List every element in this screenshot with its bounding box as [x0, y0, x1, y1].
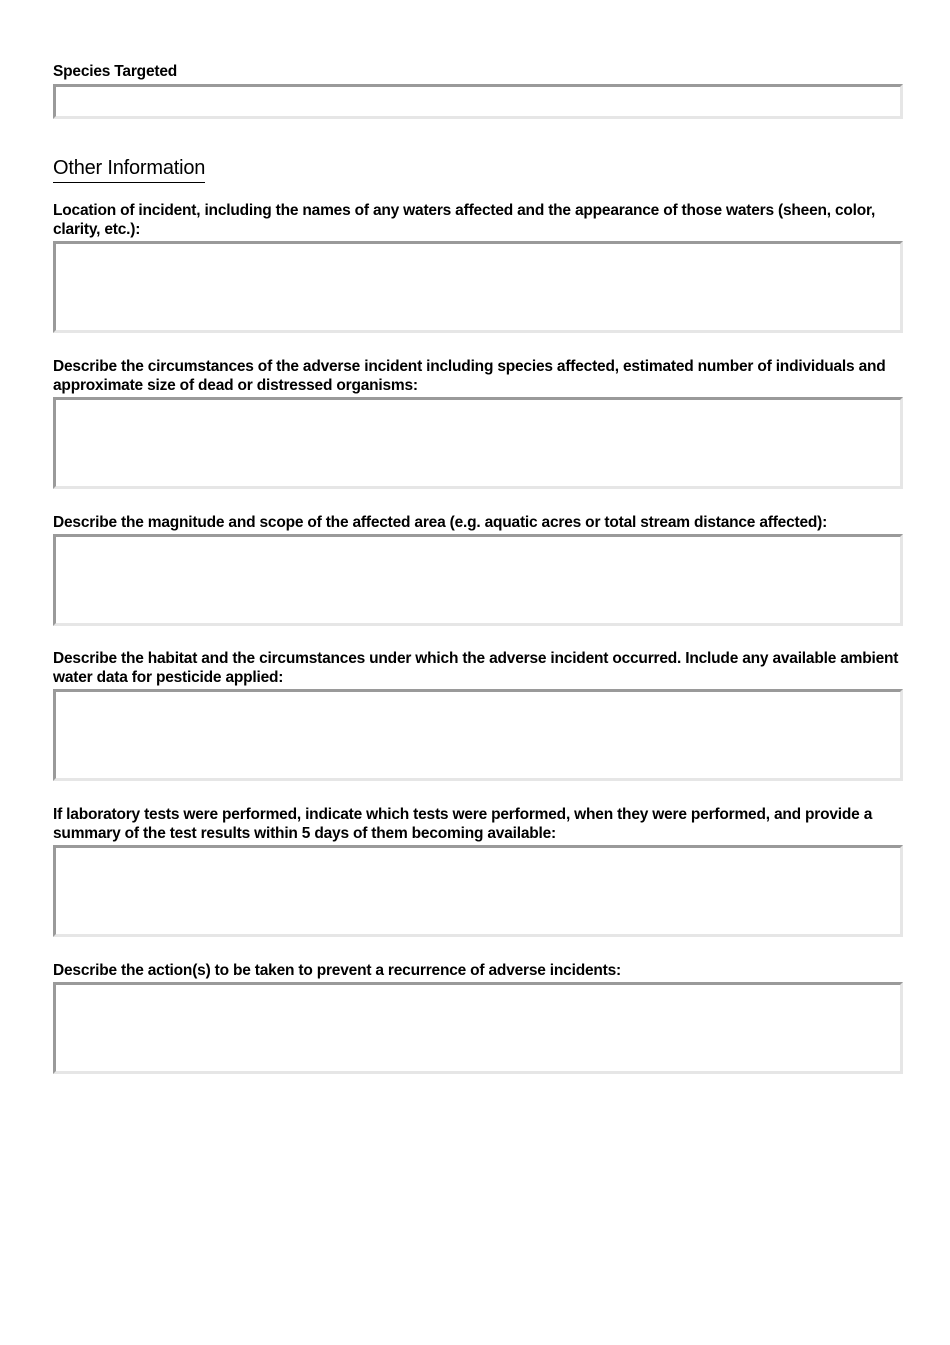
habitat-circumstances-label: Describe the habitat and the circumstances under which the adverse incident occurred. Include any available ambient water data for pesticide applied:: [53, 650, 899, 686]
location-of-incident-textarea[interactable]: [53, 241, 903, 333]
incident-circumstances-textarea[interactable]: [53, 397, 903, 489]
prevention-actions-label: Describe the action(s) to be taken to prevent a recurrence of adverse incidents:: [53, 962, 622, 979]
laboratory-tests-textarea[interactable]: [53, 845, 903, 937]
section-title-other-information: Other Information: [53, 155, 205, 183]
incident-circumstances-label: Describe the circumstances of the adverse incident including species affected, estimated number of individuals and approximate size of dead or distressed organisms:: [53, 358, 886, 394]
prevention-actions-textarea[interactable]: [53, 982, 903, 1074]
laboratory-tests-label: If laboratory tests were performed, indicate which tests were performed, when they were performed, and provide a summary of the test results within 5 days of them becoming available:: [53, 806, 873, 842]
location-of-incident-label: Location of incident, including the names of any waters affected and the appearance of those waters (sheen, color, clarity, etc.):: [53, 202, 876, 238]
affected-area-textarea[interactable]: [53, 534, 903, 626]
species-targeted-input[interactable]: [53, 84, 903, 119]
affected-area-label: Describe the magnitude and scope of the affected area (e.g. aquatic acres or total stream distance affected):: [53, 514, 828, 531]
habitat-circumstances-textarea[interactable]: [53, 689, 903, 781]
species-targeted-label: Species Targeted: [53, 63, 178, 80]
